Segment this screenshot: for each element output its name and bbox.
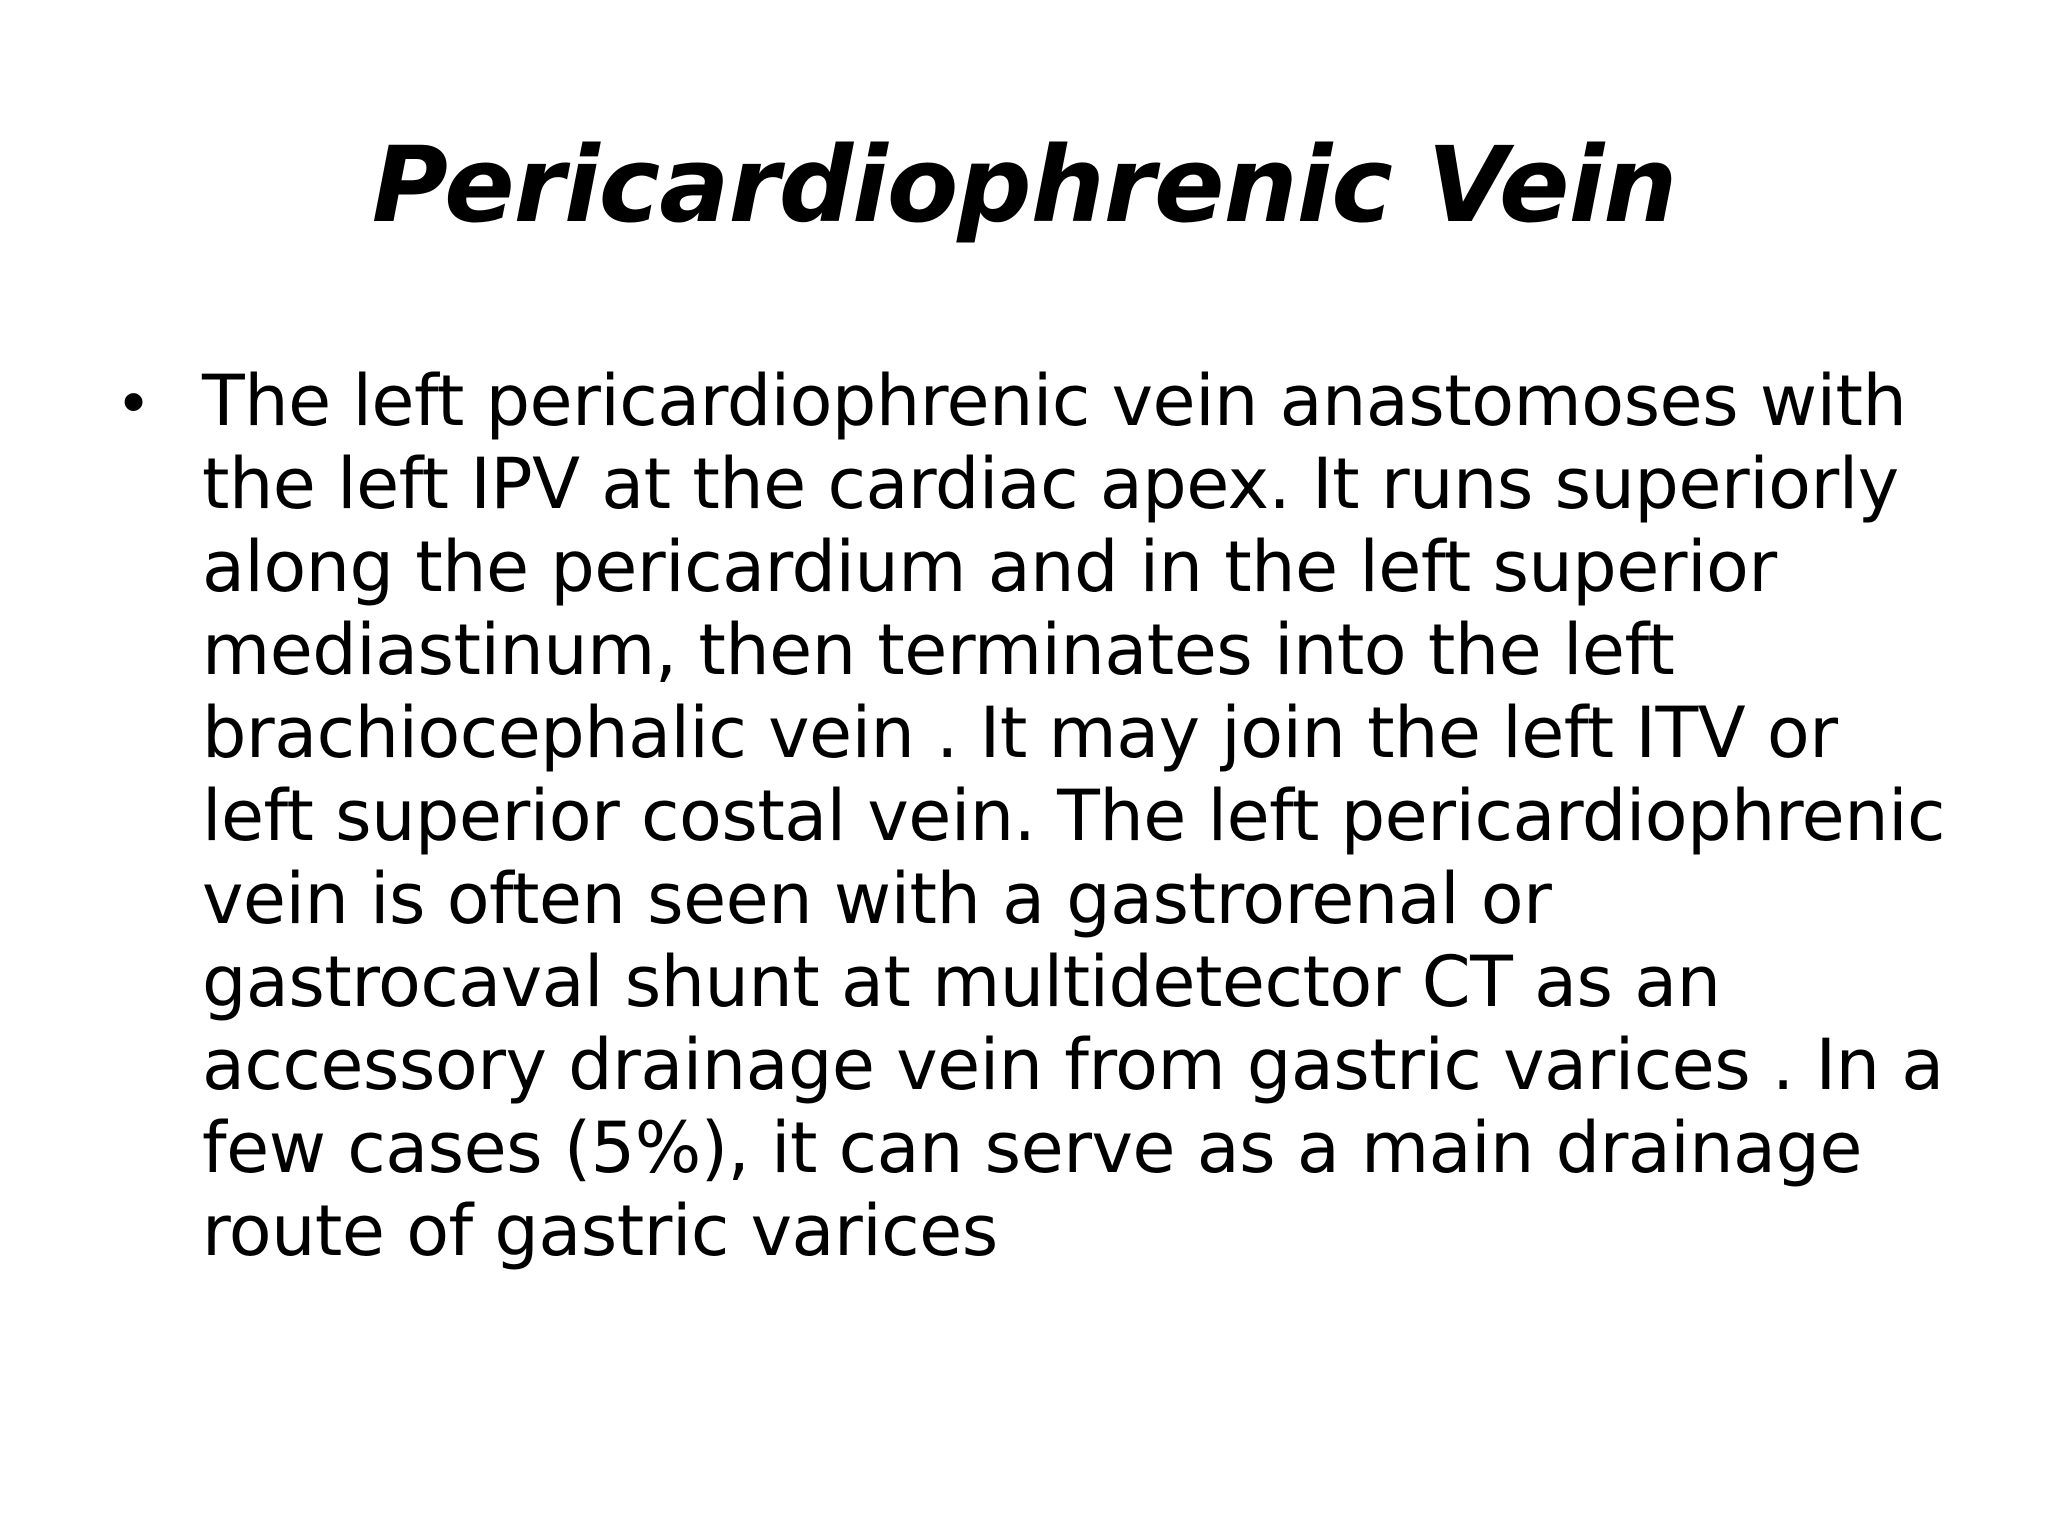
slide-title: Pericardiophrenic Vein xyxy=(371,124,1677,246)
bullet-item xyxy=(122,360,1952,1273)
bullet-list xyxy=(122,360,1952,1273)
bullet-icon: • xyxy=(122,364,146,438)
bullet-text: The left pericardiophrenic vein anastomoses with the left IPV at the cardiac apex. It runs superiorly along the pericardium and in the left superior mediastinum, then terminates into the left brachiocephalic vein . It may join the left ITV or left superior costal vein. The left pericardiophrenic vein is often seen with a gastrorenal or gastrocaval shunt at multidetector CT as an accessory drainage vein from gastric varices . In a few cases (5%), it can serve as a main drainage route of gastric varices xyxy=(202,360,1946,1272)
